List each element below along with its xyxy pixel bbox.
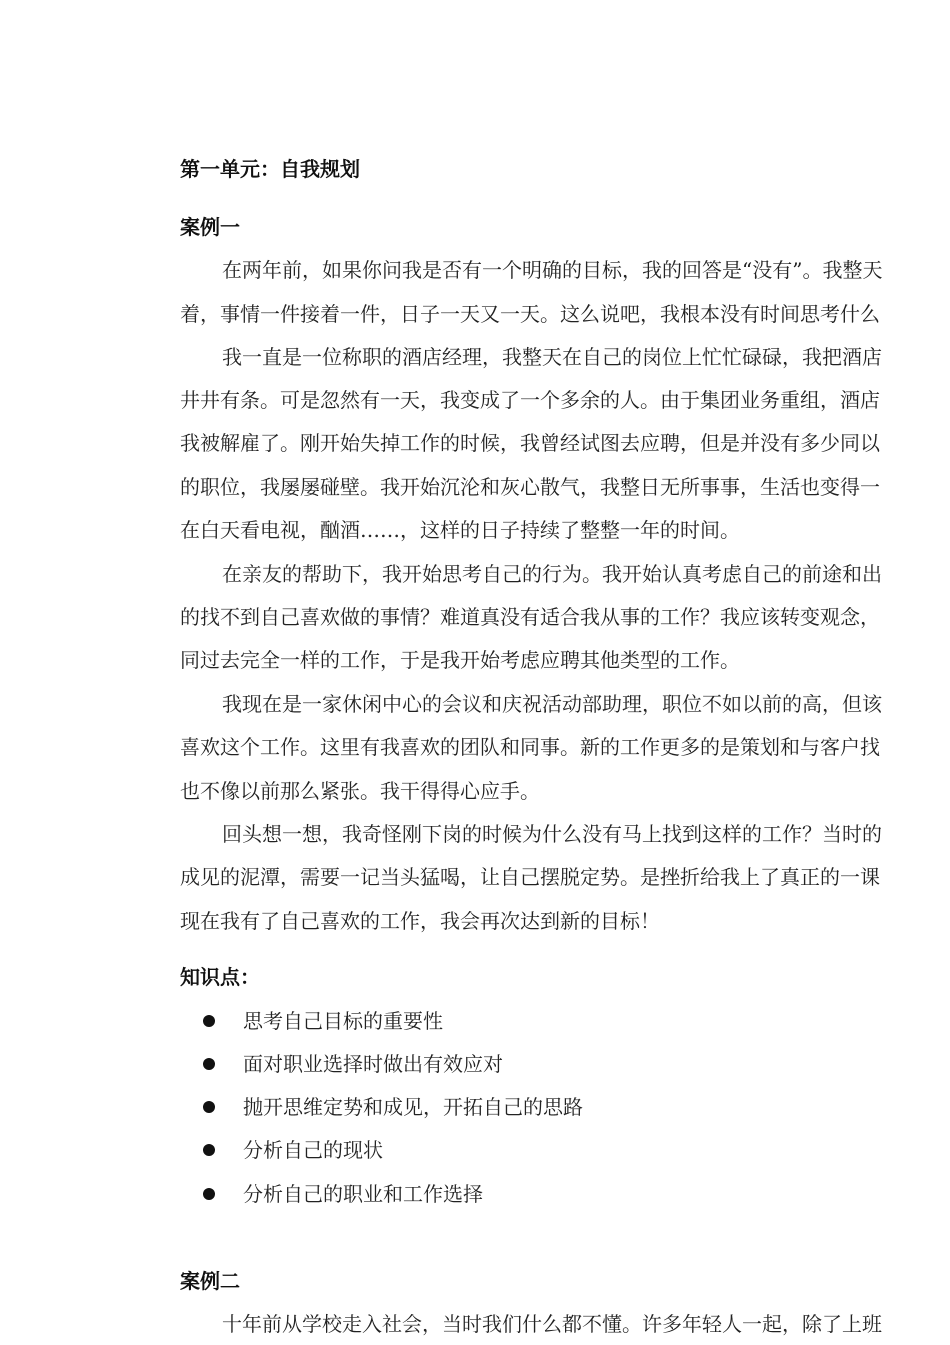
case2-title: 案例二 <box>180 1269 240 1293</box>
case1-line: 的职位，我屡屡碰壁。我开始沉沦和灰心散气，我整日无所事事，生活也变得一 <box>180 475 880 499</box>
case1-line: 同过去完全一样的工作，于是我开始考虑应聘其他类型的工作。 <box>180 648 740 672</box>
case1-line: 在亲友的帮助下，我开始思考自己的行为。我开始认真考虑自己的前途和出 <box>222 562 882 586</box>
case1-line: 在白天看电视，酗酒……，这样的日子持续了整整一年的时间。 <box>180 518 740 542</box>
case1-line: 井井有条。可是忽然有一天，我变成了一个多余的人。由于集团业务重组，酒店 <box>180 388 880 412</box>
case1-line: 我一直是一位称职的酒店经理，我整天在自己的岗位上忙忙碌碌，我把酒店 <box>222 345 882 369</box>
bullet-icon <box>203 1015 215 1027</box>
case1-line: 我被解雇了。刚开始失掉工作的时候，我曾经试图去应聘，但是并没有多少同以 <box>180 431 880 455</box>
knowledge-item-text: 分析自己的现状 <box>243 1138 383 1162</box>
knowledge-title: 知识点： <box>180 965 260 989</box>
bullet-icon <box>203 1058 215 1070</box>
bullet-icon <box>203 1188 215 1200</box>
knowledge-item-text: 分析自己的职业和工作选择 <box>243 1182 483 1206</box>
case1-line: 也不像以前那么紧张。我干得得心应手。 <box>180 779 540 803</box>
case1-line: 现在我有了自己喜欢的工作，我会再次达到新的目标！ <box>180 909 660 933</box>
case1-line: 在两年前，如果你问我是否有一个明确的目标，我的回答是“没有”。我整天 <box>222 258 883 282</box>
knowledge-item-text: 抛开思维定势和成见，开拓自己的思路 <box>243 1095 583 1119</box>
case1-title: 案例一 <box>180 215 240 239</box>
case1-line: 的找不到自己喜欢做的事情？难道真没有适合我从事的工作？我应该转变观念， <box>180 605 880 629</box>
case1-line: 喜欢这个工作。这里有我喜欢的团队和同事。新的工作更多的是策划和与客户找 <box>180 735 880 759</box>
case1-line: 回头想一想，我奇怪刚下岗的时候为什么没有马上找到这样的工作？当时的 <box>222 822 882 846</box>
case1-line: 成见的泥潭，需要一记当头猛喝，让自己摆脱定势。是挫折给我上了真正的一课 <box>180 865 880 889</box>
case2-line: 十年前从学校走入社会，当时我们什么都不懂。许多年轻人一起，除了上班 <box>222 1312 882 1336</box>
knowledge-item-text: 面对职业选择时做出有效应对 <box>243 1052 503 1076</box>
knowledge-item-text: 思考自己目标的重要性 <box>243 1009 443 1033</box>
bullet-icon <box>203 1144 215 1156</box>
case1-line: 我现在是一家休闲中心的会议和庆祝活动部助理，职位不如以前的高，但该 <box>222 692 882 716</box>
case1-line: 着，事情一件接着一件，日子一天又一天。这么说吧，我根本没有时间思考什么 <box>180 302 880 326</box>
unit-title: 第一单元：自我规划 <box>180 157 360 181</box>
bullet-icon <box>203 1101 215 1113</box>
